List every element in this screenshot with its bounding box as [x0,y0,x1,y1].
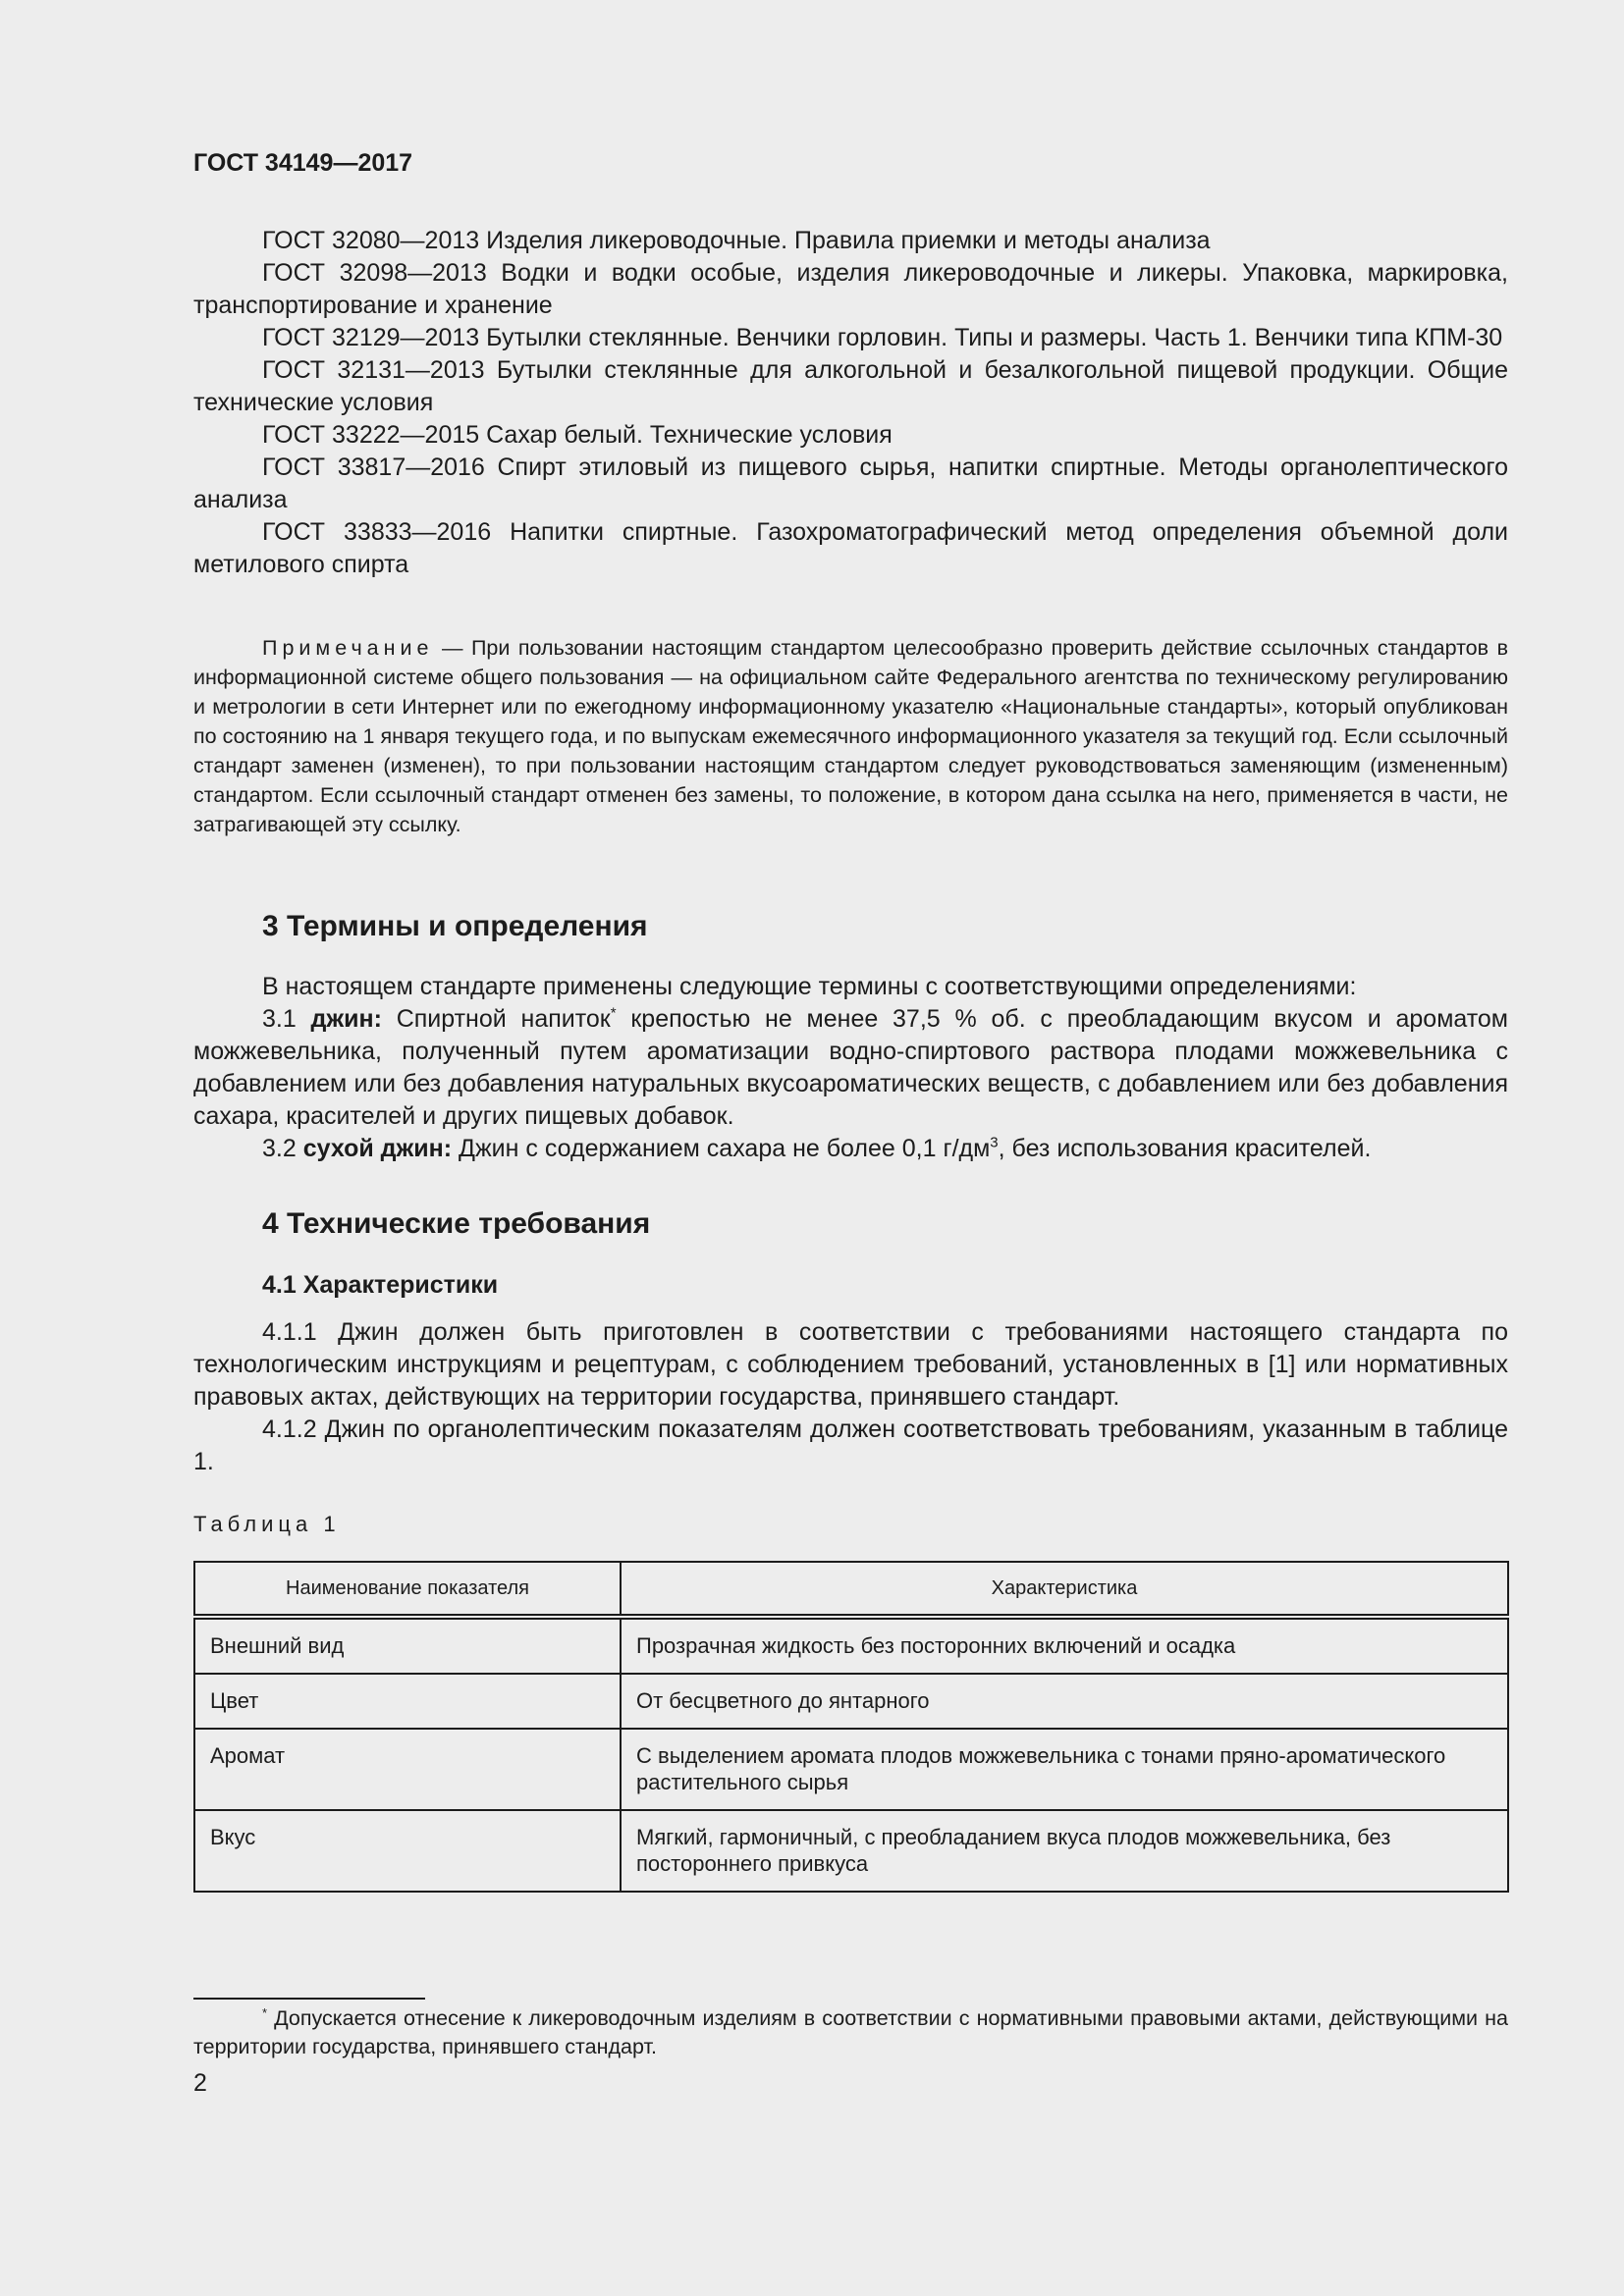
reference-title: Изделия ликероводочные. Правила приемки и методы анализа [479,227,1211,254]
table-cell: Мягкий, гармоничный, с преобладанием вкуса плодов можжевельника, без постороннего привкуса [621,1810,1508,1892]
table-cell: Вкус [194,1810,621,1892]
reference-item [193,419,1508,452]
section-3-title: 3 Термины и определения [262,910,648,942]
table-row [194,1729,1508,1810]
reference-item [193,452,1508,516]
reference-title: Напитки спиртные. Газохроматографический метод определения объемной доли метилового спирта [193,518,1509,578]
reference-item [193,516,1508,581]
reference-code: ГОСТ 32098—2013 [262,259,487,287]
term-definition: 3.1 джин: Спиртной напиток* крепостью не менее 37,5 % об. с преобладающим вкусом и ароматом можжевельника, полученный путем ароматизации водно-спиртового раствора плодами можжевельника с добавлением или без добавления натуральных вкусоароматических веществ, с добавлением или без добавления сахара, красителей и других пищевых добавок. [193,1004,1508,1130]
table-header-cell: Характеристика [621,1562,1508,1617]
reference-code: ГОСТ 32129—2013 [262,324,480,351]
table-header-row [194,1562,1508,1617]
page-number: 2 [193,2069,207,2097]
document-header: ГОСТ 34149—2017 [193,149,413,177]
table-cell: Цвет [194,1674,621,1729]
footnote-divider [193,1998,425,2000]
reference-title: Бутылки стеклянные для алкогольной и безалкогольной пищевой продукции. Общие технические условия [193,356,1509,416]
note-label: Примечание [262,636,434,660]
table-cell: Внешний вид [194,1617,621,1674]
footnote [193,2004,1508,2061]
reference-item [193,322,1508,354]
section-3-intro: В настоящем стандарте применены следующие термины с соответствующими определениями: [262,973,1357,1000]
table-row [194,1810,1508,1892]
reference-item [193,225,1508,257]
reference-item [193,354,1508,419]
reference-code: ГОСТ 32080—2013 [262,227,480,254]
section-4-body [193,1316,1508,1478]
reference-title: Водки и водки особые, изделия ликероводочные и ликеры. Упаковка, маркировка, транспортирование и хранение [193,259,1509,319]
paragraph: 4.1.1 Джин должен быть приготовлен в соответствии с требованиями настоящего стандарта по технологическим инструкциям и рецептурам, с соблюдением требований, установленных в [1] или нормативных правовых актах, действующих на территории государства, принявшего стандарт. [193,1318,1508,1411]
table-cell: Аромат [194,1729,621,1810]
reference-item [193,257,1508,322]
reference-title: Бутылки стеклянные. Венчики горловин. Типы и размеры. Часть 1. Венчики типа КПМ-30 [479,324,1503,351]
reference-title: Сахар белый. Технические условия [479,421,893,449]
footnote-mark: * [262,2004,268,2020]
table-row [194,1674,1508,1729]
section-4-title: 4 Технические требования [262,1207,651,1240]
subsection-title: 4.1 Характеристики [262,1271,499,1299]
paragraph: 4.1.2 Джин по органолептическим показателям должен соответствовать требованиям, указанным в таблице 1. [193,1415,1508,1475]
table-row [194,1617,1508,1674]
reference-code: ГОСТ 33817—2016 [262,454,485,481]
term-name: джин: [310,1005,382,1033]
table-header-cell: Наименование показателя [194,1562,621,1617]
note-text: — При пользовании настоящим стандартом целесообразно проверить действие ссылочных стандартов в информационной системе общего пользования — на официальном сайте Федерального агентства по техническому регулированию и метрологии в сети Интернет или по ежегодному информационному указателю «Национальные стандарты», который опубликован по состоянию на 1 января текущего года, и по выпускам ежемесячного информационного указателя за текущий год. Если ссылочный стандарт заменен (изменен), то при пользовании настоящим стандартом следует руководствоваться заменяющим (измененным) стандартом. Если ссылочный стандарт отменен без замены, то положение, в котором дана ссылка на него, применяется в части, не затрагивающей эту ссылку. [193,636,1508,836]
table-label: Таблица 1 [193,1512,341,1536]
term-definition: 3.2 сухой джин: Джин с содержанием сахара не более 0,1 $г/дм^3$, без использования красителей. [262,1134,1372,1162]
footnote-marker: * [610,1004,617,1022]
reference-code: ГОСТ 33833—2016 [262,518,492,546]
footnote-text: Допускается отнесение к ликероводочным изделиям в соответствии с нормативными правовыми актами, действующими на территории государства, принявшего стандарт. [193,2006,1508,2058]
table-cell: От бесцветного до янтарного [621,1674,1508,1729]
note-block [193,633,1508,839]
organoleptic-table [193,1561,1509,1893]
table-cell: С выделением аромата плодов можжевельника с тонами пряно-ароматического растительного сырья [621,1729,1508,1810]
unit-superscript: 3 [990,1134,999,1151]
term-name: сухой джин: [302,1135,453,1162]
reference-code: ГОСТ 33222—2015 [262,421,480,449]
table-cell: Прозрачная жидкость без посторонних включений и осадка [621,1617,1508,1674]
normative-references [193,225,1508,581]
reference-code: ГОСТ 32131—2013 [262,356,485,384]
section-3-body [193,971,1508,1165]
reference-title: Спирт этиловый из пищевого сырья, напитки спиртные. Методы органолептического анализа [193,454,1509,513]
